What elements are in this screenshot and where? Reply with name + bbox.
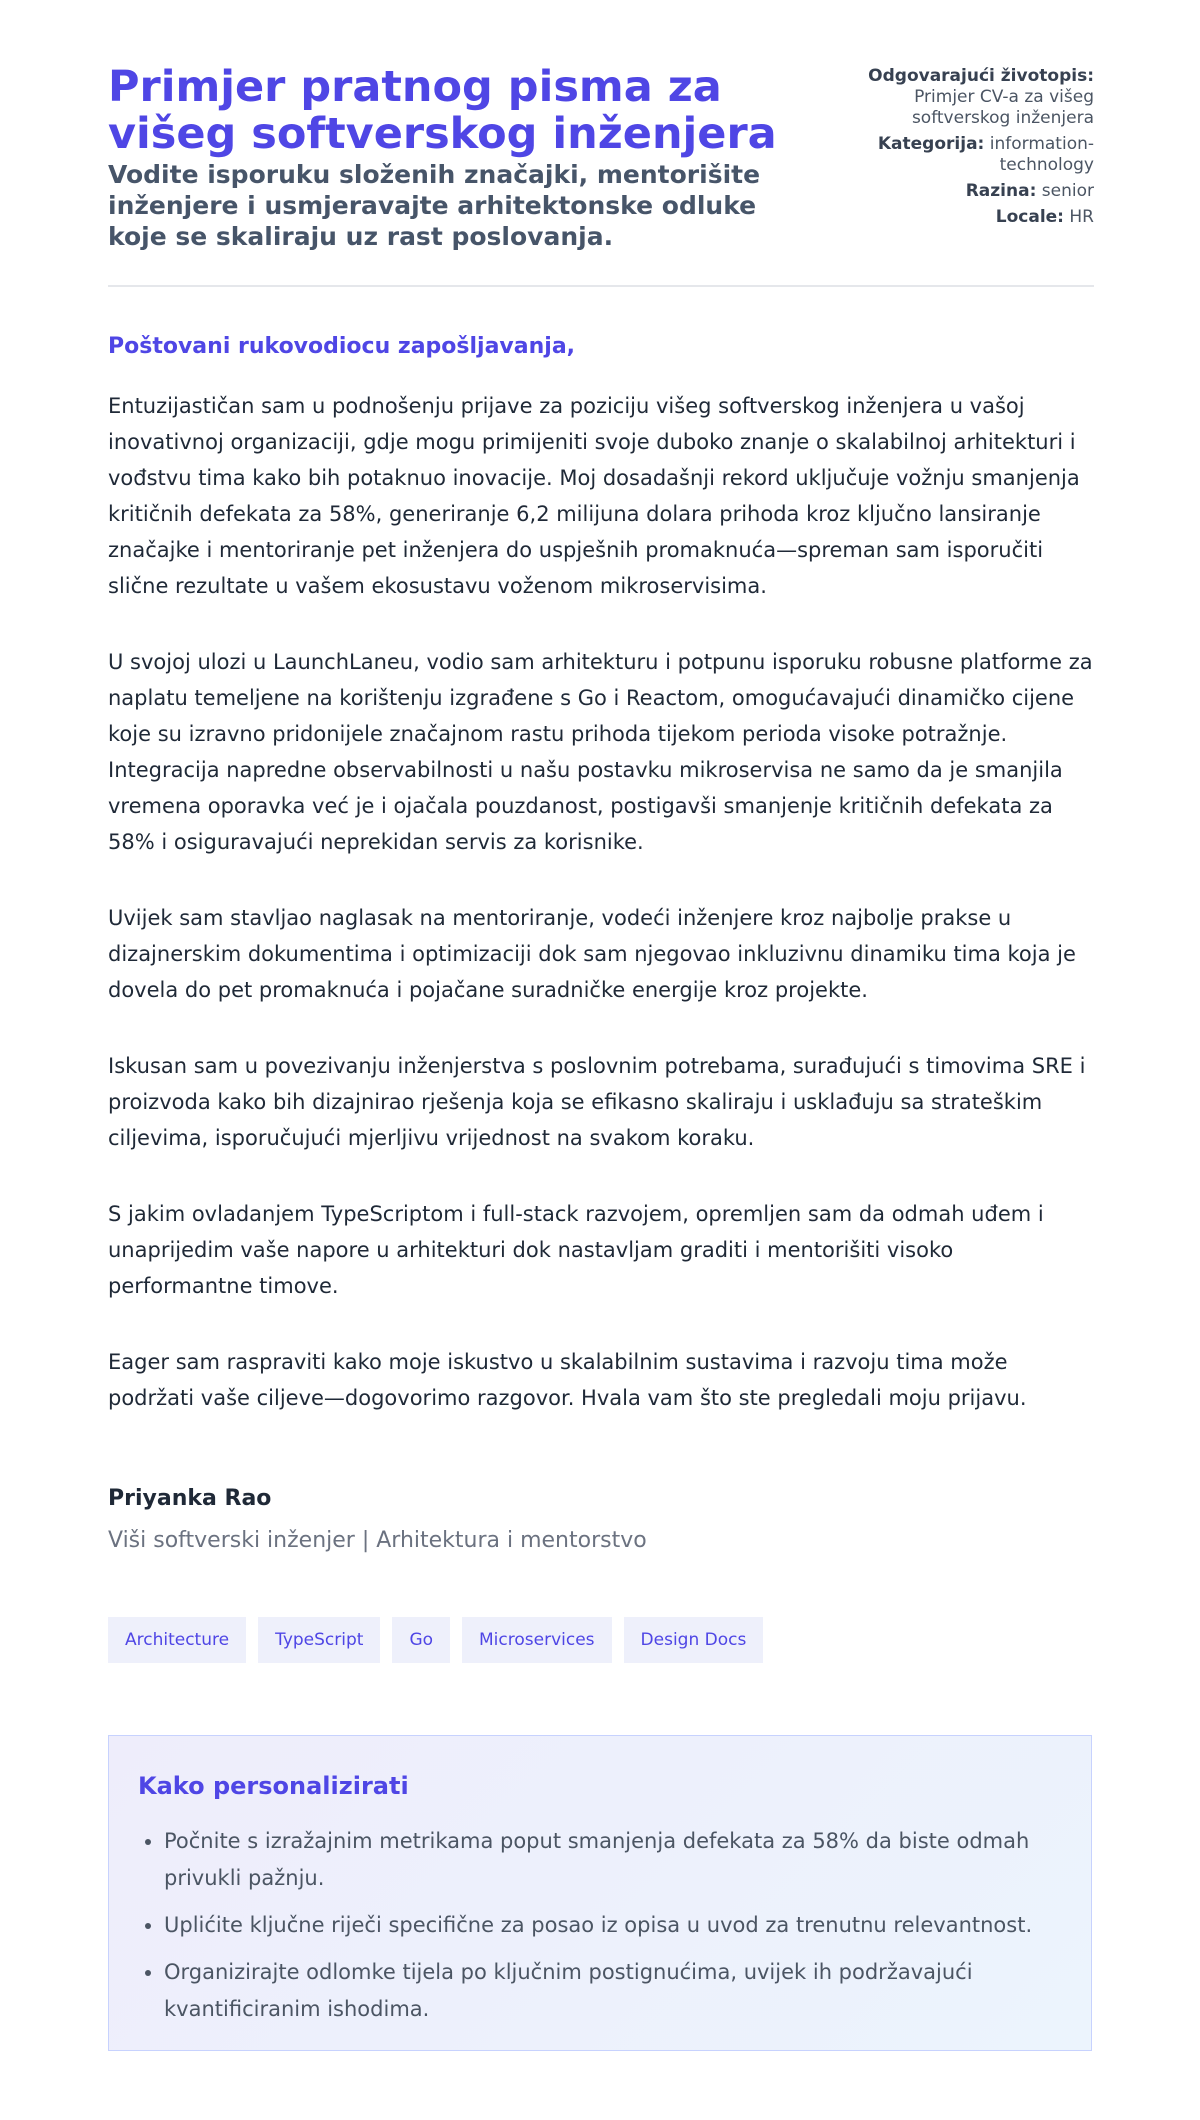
letter-paragraph: Eager sam raspraviti kako moje iskustvo u skalabilnim sustavima i razvoju tima može podržati vaše ciljeve—dogovorimo razgovor. Hvala vam što ste pregledali moju prijavu. [108,1350,1027,1410]
letter-paragraph: Entuzijastičan sam u podnošenju prijave za poziciju višeg softverskog inženjera u vašoj inovativnoj organizaciji, gdje mogu primijeniti svoje duboko znanje o skalabilnoj arhitekturi i vođstvu tima kako bih potaknuo inovacije. Moj dosadašnji rekord uključuje vožnju smanjenja kritičnih defekata za 58%, generiranje 6,2 milijuna dolara prihoda kroz ključno lansiranje značajke i mentoriranje pet inženjera do uspješnih promaknuća—spreman sam isporučiti slične rezultate u vašem ekosustavu voženom mikroservisima. [108,394,1080,598]
meta-level-label: Razina: [965,181,1037,201]
meta-resume [844,66,1094,129]
meta-locale [844,207,1094,228]
meta-category-value: information-technology [989,134,1094,175]
skill-tag: Go [392,1617,450,1663]
personalize-tips-box [108,1735,1092,2051]
skill-tag: Microservices [462,1617,612,1663]
meta-panel [844,66,1094,233]
signature-name: Priyanka Rao [108,1486,272,1511]
tip-item: • Počnite s izražajnim metrikama poput smanjenja defekata za 58% da biste odmah privukli pažnju. [164,1823,1084,1897]
letter-paragraph: U svojoj ulozi u LaunchLaneu, vodio sam arhitekturu i potpunu isporuku robusne platforme za naplatu temeljene na korištenju izgrađene s Go i Reactom, omogućavajući dinamičko cijene koje su izravno pridonijele značajnom rastu prihoda tijekom perioda visoke potražnje. Integracija napredne observabilnosti u našu postavku mikroservisa ne samo da je smanjila vremena oporavka već je i ojačala pouzdanost, postigavši smanjenje kritičnih defekata za 58% i osiguravajući neprekidan servis za korisnike. [108,650,1093,854]
meta-resume-value: Primjer CV-a za višeg softverskog inženjera [911,87,1094,128]
tip-item: • Organizirajte odlomke tijela po ključnim postignućima, uvijek ih podržavajući kvantificiranim ishodima. [164,1954,1084,2028]
meta-resume-label: Odgovarajući životopis: [868,66,1094,86]
skill-tag: Design Docs [624,1617,764,1663]
letter-paragraph: Iskusan sam u povezivanju inženjerstva s poslovnim potrebama, surađujući s timovima SRE i proizvoda kako bih dizajnirao rješenja koja se efikasno skaliraju i usklađuju sa strateškim ciljevima, isporučujući mjerljivu vrijednost na svakom koraku. [108,1054,1086,1150]
letter-body [108,388,1094,1456]
meta-category [844,134,1094,176]
meta-level [844,181,1094,202]
tips-list [138,1823,1084,2038]
letter-greeting: Poštovani rukovodiocu zapošljavanja, [108,334,576,359]
tip-item: • Uplićite ključne riječi specifične za posao iz opisa u uvod za trenutnu relevantnost. [164,1907,1084,1944]
meta-category-label: Kategorija: [877,134,985,154]
cover-letter-page [108,0,1094,2021]
meta-locale-label: Locale: [995,207,1064,227]
letter-paragraph: S jakim ovladanjem TypeScriptom i full-stack razvojem, opremljen sam da odmah uđem i unaprijedim vaše napore u arhitekturi dok nastavljam graditi i mentorišiti visoko performantne timove. [108,1202,1044,1298]
skill-tags [108,1617,763,1663]
tips-title: Kako personalizirati [138,1772,409,1800]
page-header [108,0,1094,287]
signature-block [108,1484,647,1556]
skill-tag: Architecture [108,1617,246,1663]
meta-locale-value: HR [1069,207,1094,227]
letter-paragraph: Uvijek sam stavljao naglasak na mentoriranje, vodeći inženjere kroz najbolje prakse u dizajnerskim dokumentima i optimizaciji dok sam njegovao inkluzivnu dinamiku tima koja je dovela do pet promaknuća i pojačane suradničke energije kroz projekte. [108,906,1076,1002]
skill-tag: TypeScript [258,1617,380,1663]
page-subtitle: Vodite isporuku složenih značajki, mentorišite inženjere i usmjeravajte arhitektonske odluke koje se skaliraju uz rast poslovanja. [108,160,761,251]
meta-level-value: senior [1041,181,1094,201]
page-title: Primjer pratnog pisma za višeg softverskog inženjera [108,62,777,159]
signature-role: Viši softverski inženjer | Arhitektura i mentorstvo [108,1528,647,1553]
